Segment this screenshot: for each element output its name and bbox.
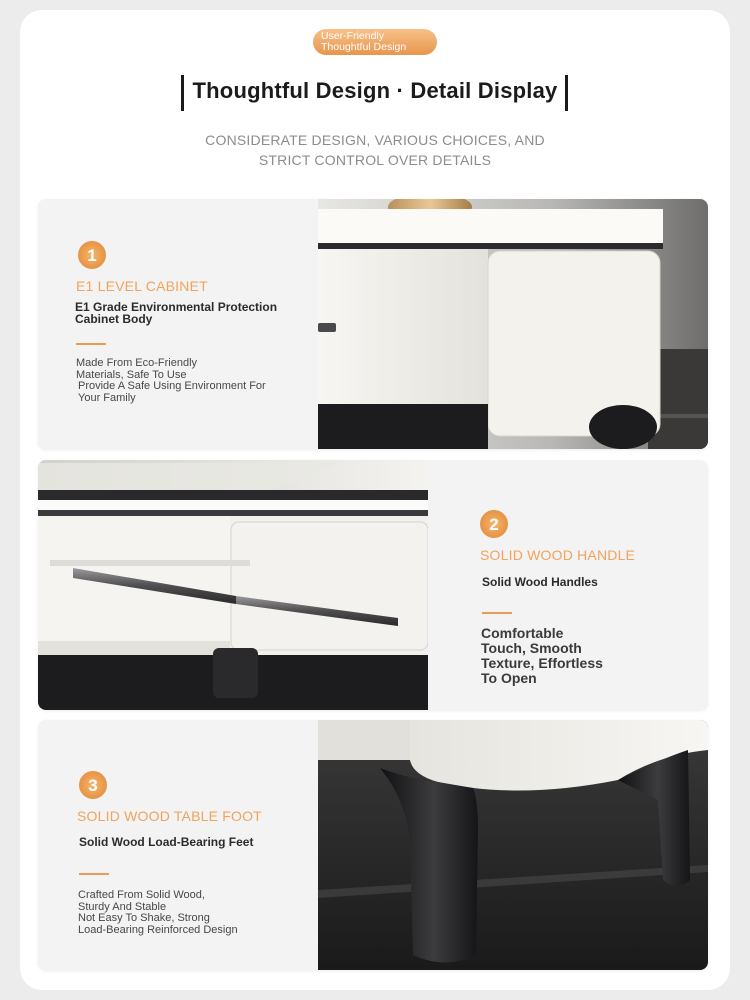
- feature-card-table-foot: [38, 720, 708, 970]
- feature-description: [78, 890, 238, 936]
- subheading-line: Cabinet Body: [75, 312, 153, 326]
- feature-heading: SOLID WOOD HANDLE: [480, 547, 636, 563]
- description-line: Not Easy To Shake, Strong: [78, 912, 210, 924]
- feature-text-handle: [438, 460, 708, 710]
- description-line: Provide A Safe Using Environment For: [78, 380, 266, 392]
- step-number-3: 3: [79, 771, 107, 799]
- feature-description: [76, 358, 266, 404]
- description-line: To Open: [481, 670, 537, 686]
- description-line: Load-Bearing Reinforced Design: [78, 923, 238, 936]
- feature-subheading: [75, 301, 277, 325]
- feature-heading: SOLID WOOD TABLE FOOT: [77, 808, 262, 824]
- user-friendly-badge: [313, 29, 437, 55]
- page-subtitle: [20, 130, 730, 170]
- wood-handle-photo: [38, 460, 428, 710]
- step-number-1: 1: [78, 241, 106, 269]
- feature-card-handle: [38, 460, 708, 710]
- description-line: Texture, Effortless: [481, 655, 603, 671]
- title-right-bar: [565, 75, 568, 111]
- feature-heading: E1 LEVEL CABINET: [76, 278, 208, 294]
- badge-line-1: User-Friendly: [321, 30, 385, 42]
- feature-card-cabinet: [38, 199, 708, 449]
- product-detail-page: [20, 10, 730, 990]
- feature-text-cabinet: [38, 199, 308, 449]
- subheading-line: E1 Grade Environmental Protection: [75, 300, 278, 314]
- cabinet-body-photo: [318, 199, 708, 449]
- feature-text-table-foot: [38, 720, 308, 970]
- wood-handle-illustration: [38, 460, 428, 710]
- step-number-2: 2: [480, 510, 508, 538]
- description-line: Crafted From Solid Wood,: [78, 889, 205, 901]
- feature-subheading: [79, 836, 253, 848]
- subheading-line: Solid Wood Handles: [482, 575, 598, 589]
- table-foot-photo: [318, 720, 708, 970]
- accent-rule: [482, 612, 512, 614]
- feature-subheading: [482, 576, 598, 588]
- cabinet-body-illustration: [318, 199, 708, 449]
- subheading-line: Solid Wood Load-Bearing Feet: [79, 835, 254, 849]
- subtitle-line-1: CONSIDERATE DESIGN, VARIOUS CHOICES, AND: [205, 132, 545, 148]
- description-line: Comfortable: [481, 625, 564, 641]
- description-line: Made From Eco-Friendly: [76, 357, 198, 369]
- description-line: Touch, Smooth: [481, 640, 582, 656]
- page-title: Thoughtful Design · Detail Display: [192, 78, 558, 103]
- accent-rule: [76, 343, 106, 345]
- feature-description: [481, 626, 603, 686]
- badge-line-2: Thoughtful Design: [321, 41, 407, 53]
- description-line: Materials, Safe To Use: [76, 368, 187, 381]
- description-line: Your Family: [78, 391, 136, 404]
- subtitle-line-2: STRICT CONTROL OVER DETAILS: [258, 152, 492, 168]
- description-line: Sturdy And Stable: [78, 900, 167, 913]
- table-foot-illustration: [318, 720, 708, 970]
- accent-rule: [79, 873, 109, 875]
